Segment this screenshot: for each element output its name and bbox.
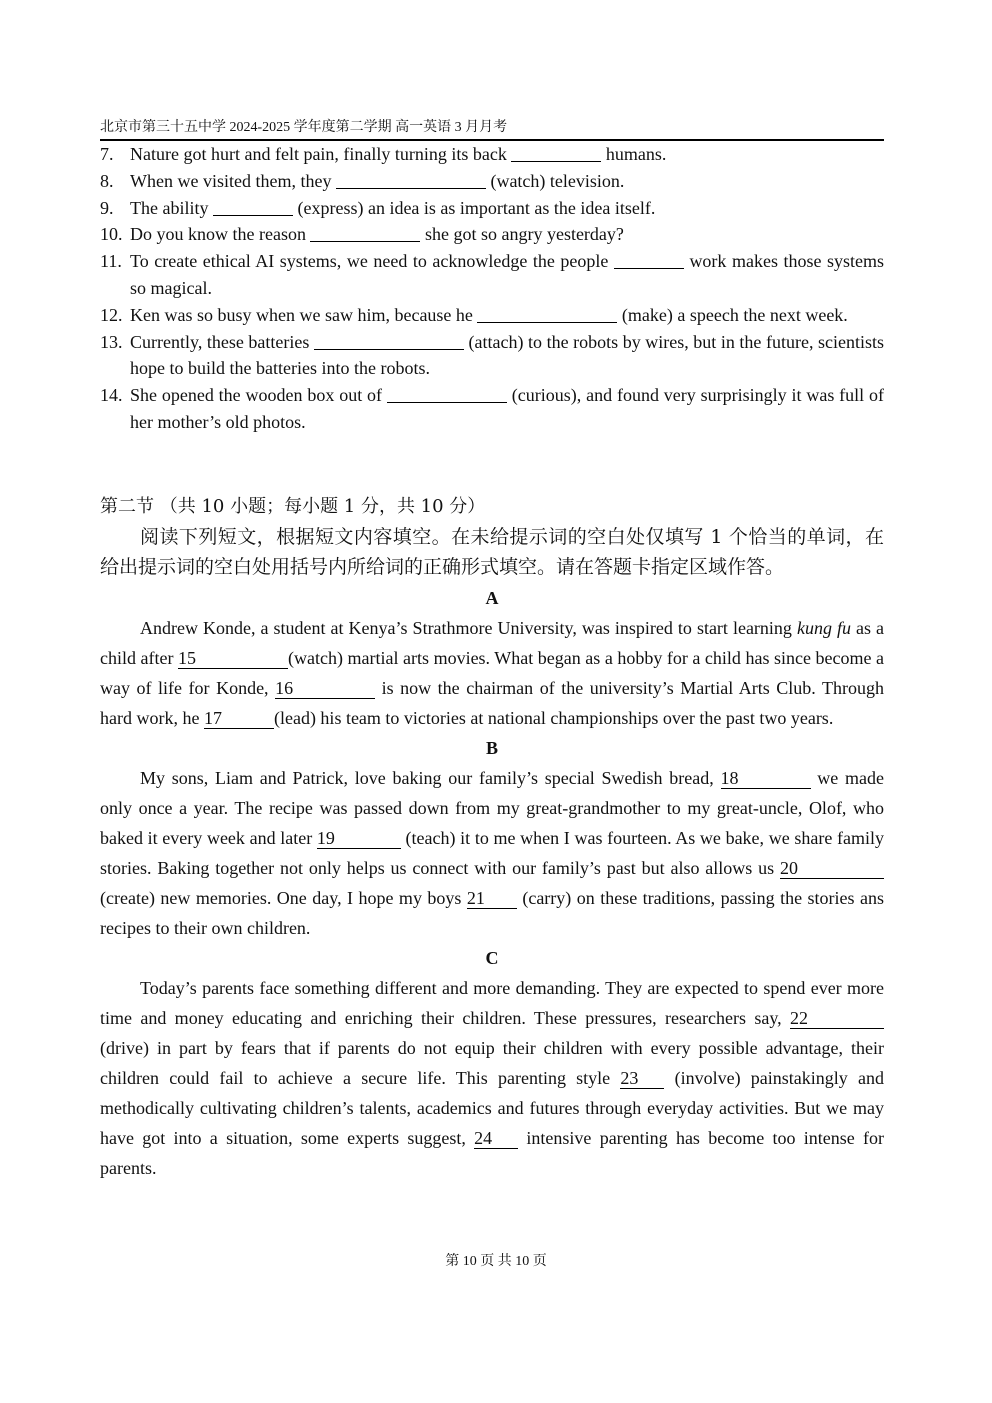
passage-c (100, 973, 884, 1183)
passage-text: (teach) it to me when I was fourteen. As we bake, we share family stories. Baking together not only helps us connect with our family’s past but also allows us (100, 828, 884, 878)
answer-blank[interactable] (511, 143, 601, 162)
blank-17[interactable]: 17 (204, 708, 274, 729)
question-number: 13. (100, 331, 123, 352)
blank-16[interactable]: 16 (275, 678, 375, 699)
passage-c-heading: C (485, 948, 499, 968)
question-number: 10. (100, 224, 123, 245)
question-number: 8. (100, 170, 114, 191)
question-list (100, 141, 884, 436)
page-footer: 第 10 页 共 10 页 (445, 1254, 547, 1269)
blank-15[interactable]: 15 (178, 648, 288, 669)
question-text: When we visited them, they (130, 170, 332, 191)
question-number: 11. (100, 251, 122, 272)
question-text-after: (make) a speech the next week. (621, 304, 848, 325)
blank-20[interactable]: 20 (780, 858, 884, 879)
question-11 (100, 248, 884, 302)
answer-blank[interactable] (310, 223, 420, 242)
question-text-after: (watch) television. (490, 170, 625, 191)
question-12 (100, 302, 884, 329)
question-number: 12. (100, 304, 123, 325)
passage-text: Today’s parents face something different and more demanding. They are expected to spend ever more time and money educating and enriching their children. These pressures, researchers say, (100, 978, 884, 1028)
passage-text: we made only once a year. The recipe was passed down from my great-grandmother to my great-uncle, Olof, who baked it every week and later (100, 768, 885, 848)
section-title: 第二节 （共 10 小题；每小题 1 分，共 10 分） (100, 496, 486, 517)
passage-b (100, 763, 884, 943)
blank-24[interactable]: 24 (474, 1128, 518, 1149)
question-13 (100, 329, 884, 383)
passage-text: as a child after (100, 618, 884, 668)
question-9 (100, 195, 884, 222)
question-10 (100, 221, 884, 248)
question-text: Nature got hurt and felt pain, finally turning its back (130, 144, 507, 164)
passage-text-italic: kung fu (796, 618, 851, 638)
question-8 (100, 168, 884, 195)
passages (100, 583, 884, 1183)
passage-text: (watch) martial arts movies. What began as a hobby for a child has since become a way of life for Konde, (100, 648, 884, 698)
passage-b-heading: B (485, 738, 498, 758)
question-14 (100, 382, 884, 436)
passage-text: My sons, Liam and Patrick, love baking our family’s special Swedish bread, (140, 768, 721, 788)
question-text-after: (attach) to the robots by wires, but in the future, scientists hope to build the batteries into the robots. (130, 331, 885, 379)
question-text-after: (curious), and found very surprisingly it was full of her mother’s old photos. (130, 385, 885, 432)
question-text: She opened the wooden box out of (130, 385, 383, 406)
passage-text: (carry) on these traditions, passing the stories ans recipes to their own children. (100, 888, 884, 938)
blank-21[interactable]: 21 (467, 888, 517, 909)
question-text-after: humans. (605, 144, 667, 164)
question-number: 9. (100, 197, 114, 218)
question-number: 7. (100, 144, 114, 164)
question-text-after: (express) an idea is as important as the idea itself. (297, 197, 656, 218)
passage-text: Andrew Konde, a student at Kenya’s Strathmore University, was inspired to start learning (140, 618, 797, 638)
question-7 (100, 141, 884, 168)
answer-blank[interactable] (477, 304, 617, 323)
blank-18[interactable]: 18 (721, 768, 811, 789)
passage-text: intensive parenting has become too intense for parents. (100, 1128, 884, 1178)
question-number: 14. (100, 385, 123, 406)
question-text: Currently, these batteries (130, 331, 310, 352)
answer-blank[interactable] (336, 170, 486, 189)
blank-19[interactable]: 19 (317, 828, 401, 849)
question-text-after: she got so angry yesterday? (424, 224, 624, 245)
question-text: Ken was so busy when we saw him, because he (130, 304, 473, 325)
answer-blank[interactable] (387, 384, 507, 403)
page-header: 北京市第三十五中学 2024-2025 学年度第二学期 高一英语 3 月月考 (100, 118, 884, 141)
answer-blank[interactable] (314, 331, 464, 350)
question-text: The ability (130, 197, 209, 218)
passage-text: (drive) in part by fears that if parents do not equip their children with every possible advantage, their children could fail to achieve a secure life. This parenting style (100, 1038, 884, 1088)
blank-22[interactable]: 22 (790, 1008, 884, 1029)
passage-text: (create) new memories. One day, I hope my boys (100, 888, 467, 908)
answer-blank[interactable] (614, 250, 684, 269)
answer-blank[interactable] (213, 197, 293, 216)
question-text: To create ethical AI systems, we need to acknowledge the people (130, 251, 609, 272)
blank-23[interactable]: 23 (620, 1068, 664, 1089)
question-text: Do you know the reason (130, 224, 306, 245)
passage-a (100, 613, 884, 733)
section-2 (100, 492, 884, 582)
passage-text: (involve) painstakingly and methodically cultivating children’s talents, academics and futures through everyday activities. But we may have got into a situation, some experts suggest, (100, 1068, 884, 1148)
passage-a-heading: A (485, 588, 499, 608)
section-instruction: 阅读下列短文，根据短文内容填空。在未给提示词的空白处仅填写 1 个恰当的单词，在给出提示词的空白处用括号内所给词的正确形式填空。请在答题卡指定区域作答。 (100, 526, 884, 578)
passage-text: (lead) his team to victories at national championships over the past two years. (273, 708, 834, 728)
question-text-after: work makes those systems so magical. (130, 251, 885, 298)
passage-text: is now the chairman of the university’s Martial Arts Club. Through hard work, he (100, 678, 884, 728)
